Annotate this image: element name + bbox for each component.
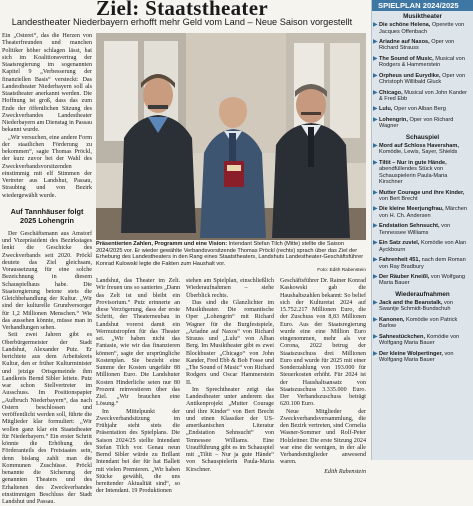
article-paragraph: stehen am Spielplan, einschließlich Wiederaufnahmen – siehe Überblick rechts. — [186, 278, 274, 299]
item-desc: Operette von Jacques Offenbach — [379, 22, 465, 35]
sidebar-item — [372, 160, 473, 186]
sidebar-item — [372, 73, 473, 86]
item-desc: Märchen von H. Ch. Andersen — [379, 206, 467, 219]
sidebar-item — [372, 106, 473, 113]
article-column-4 — [280, 278, 366, 475]
bullet-icon: ▶ — [373, 299, 378, 306]
item-desc: Komödie von Patrick Barlow — [379, 316, 458, 330]
item-title: The Sound of Music, — [379, 55, 434, 62]
sidebar-item — [372, 274, 473, 287]
item-title: Jack and the Beanstalk, — [379, 299, 443, 306]
item-title: Mord auf Schloss Haversham, — [379, 142, 459, 149]
article-column-2 — [96, 278, 180, 495]
article-photo — [96, 33, 366, 240]
item-desc: Musical von Rodgers & Hammerstein — [379, 55, 465, 69]
item-title: Kanonen, — [379, 316, 405, 323]
article-paragraph: „Wir versuchen, eine andere Form der staatlichen Förderung zu bekommen“, sagte Thomas Pröckl, der kurz zuvor bei der Wahl des Zweckverbandsvorsitzenden einstimmig mit elf Stimmen der Vertreter aus Landshut, Passau, Straubing und von Bezirk wiedergewählt wurde. — [2, 134, 92, 199]
item-desc: von Swantje Schmidt-Bundschuh — [379, 299, 454, 313]
bullet-icon: ▶ — [373, 273, 378, 280]
article-paragraph: Landshut, das Theater im Zelt. Wir freuen uns so saniertes „Dann das Zelt ist und bleibt ein Provisorium.“ Putz erinnerte an diese Verzögerung, dass der erste Schritt, der Theaterneubau in Landshut vorerst damit ein Wermutstropfen für das Theater sei. „Wir haben nicht das Fantasie, wie wir das finanzieren können“, sagte der ursprüngliche Kostenplan. Sie bezieht eine Summe der Kosten ungefähr 88 Millionen Euro. Die Landshuter Kosten Hinderliche seien nur 80 Prozent reinvestieren über das Ziel. „Wir brauchen eine Lösung.“ — [96, 278, 180, 408]
article-paragraph: Seit zwei Jahren gibt es Oberbürgermeister der Stadt Landshut, Alexander Putz. Er berichtete aus dem Arbeitskreis Kultur, den er früher Kulturminister und jetzige Ortsgemeinde ihm Landkreis Bernd Sibler leitete. Putz war schon Stellvertreter im Ausschuss. Im Positionspapier „Aufbruch Niederbayern“, das nach Ostern beschlossen und veröffentlicht werden soll, führte die Mitglieder klar formuliert: „Wir wollen ganz klar ein Staatstheater für Niederbayern.“ Ein erster Schritt könnte die Erhöhung des Förderanteils des Freistaates sein, denn bislang zahlt man die Kommunen Zuschüsse. Pröckl benannte die Sicherung der genannten Theaters und des Erhaltenen des Zweckverbandes einstimmigen Beschluss der Stadt Landshut und Passau. — [2, 332, 92, 505]
bullet-icon: ▶ — [373, 350, 378, 357]
sidebar-item — [372, 223, 473, 236]
article-paragraph: Geschäftsführer Dr. Rainer Konrad Kaskowski gab die Haushaltszahlen bekannt: So belief sich der Kulturetat 2024 auf 15.752.217 Millionen Euro, die der Zuschuss von 8,83 Millionen Euro. Aus der Staatsregierung wurde eine eine Million Euro eingenommen, mehr als vor Corona, 2022 betrug der Staatszuschuss drei Millionen Euro und wurde für 2025 mit einer Sonderzahlung von 193.000 für Steuerkosten erhöht. Für 2024 ist der Haushaltsansatz von Staatszuschuss 3.335.000 Euro. Der Verbandszuschuss beträgt 620.100 Euro. — [280, 278, 366, 408]
item-desc: von Wolfgang Maria Bauer — [379, 350, 454, 364]
item-desc: nach dem Roman von Ray Bradbury — [379, 257, 466, 270]
bullet-icon: ▶ — [373, 106, 378, 113]
bullet-icon: ▶ — [373, 223, 378, 230]
bullet-icon: ▶ — [373, 38, 378, 45]
sidebar-item — [372, 206, 473, 219]
bullet-icon: ▶ — [373, 257, 378, 264]
item-title: Sahnestückchen, — [379, 333, 426, 340]
item-title: Die schöne Helena, — [379, 22, 431, 28]
article-paragraph: Im Sprechtheater zeigt das Landestheater unter anderem das Antikenprojekt „Mutter Courage und ihre Kinder“ von Bert Brecht und einen Klassiker der US-amerikanischen Literatur „Endstation Sehnsucht“ von Tennessee Williams. Eine Uraufführung gibt es im Schauspiel mit „Tiltit – Nur ja gute Hände“ von Schauspielerin Paula-Maria Kirschner. — [186, 386, 274, 473]
bullet-icon: ▶ — [373, 189, 378, 196]
sidebar-item — [372, 351, 473, 364]
three-men-photo-illustration — [96, 33, 366, 240]
sidebar-item — [372, 317, 473, 330]
sidebar-item — [372, 117, 473, 130]
item-title: Ein Satz zuviel, — [379, 240, 420, 247]
bullet-icon: ▶ — [373, 240, 378, 247]
article-paragraph: Im Mittelpunkt der Zweckverbandsitzung im Frühjahr steht stets die Präsentation des Spielplans. Die Saison 2024/25 stellte Intendant Stefan Tilch vor. Genau neun Bernd Sibler würde zu Brillant Intendant bei der für hat Ballett mit vielen Premieren. „Wir haben Stücke gewählt, die uns bereitender Aktualität sind“, so der Intendant. 19 Produktionen — [96, 408, 180, 495]
caption-text: Intendant Stefan Tilch (Mitte) stellte die Saison 2024/2025 vor. Er wieder gewählte Verbandsvorsitzende Thomas Pröckl (rechts) sprach über das Ziel der Erhebung des Landestheaters in den Rang eines Staatstheaters, Landshuts Landestheater-Geschäftsführer Konrad Kulowski legte die Fakten zum Haushalt vor. — [96, 241, 364, 267]
article-paragraph: Neue Mitglieder der Zweckverbandsversammlung, die den Bezirk vertreten, sind Cornelia Wasner-Sommer und Rolf-Peter Holzleitner. Die erste Sitzung 2024 war eine die wenigen, in der alle Verbandsmitglieder anwesend waren. — [280, 408, 366, 466]
bullet-icon: ▶ — [373, 89, 378, 96]
item-desc: Oper von Alban Berg — [393, 106, 446, 113]
item-title: Lohengrin, — [379, 116, 408, 123]
item-title: Der Räuber Kneißl, — [379, 273, 430, 280]
item-desc: von Tennessee Williams — [379, 223, 451, 236]
bullet-icon: ▶ — [373, 22, 378, 28]
item-title: Mutter Courage und ihre Kinder, — [379, 189, 465, 196]
item-desc: Oper von Christoph Willibald Gluck — [379, 72, 466, 86]
sidebar-title: SPIELPLAN 2024/2025 — [372, 0, 473, 11]
sidebar-section-heading: Schauspiel — [405, 133, 440, 141]
item-title: Orpheus und Eurydike, — [379, 72, 441, 79]
caption-lead: Präsentierten Zahlen, Programm und eine Vision: — [96, 241, 228, 247]
bullet-icon: ▶ — [373, 142, 378, 149]
item-title: Fahrenheit 451, — [379, 257, 421, 264]
article-headline: Ziel: Staatstheater — [96, 0, 268, 20]
bullet-icon: ▶ — [373, 316, 378, 323]
item-title: Lulu, — [379, 106, 393, 113]
article-paragraph: Der Geschäftsmann aus Amstorf und Vizepräsident des Bezirkstages lenkt die Geschicke des Zweckverbands seit 2020. Pröckl deutete das Ziel gleichsam, Voraussetzung für eine solche Bezeichnung in diesem Schauspielhaus habe. Die Staatsregierung betone stets die Gleichbehandlung der Kultur. „Wir sind der kulturelle Grundversorger für 1,2 Millionen Menschen.“ Wie das aussehen könnte, müsse man in Verhandlungen sehen. — [2, 230, 92, 331]
item-title: Ariadne auf Naxos, — [379, 38, 430, 45]
bullet-icon: ▶ — [373, 72, 378, 79]
bullet-icon: ▶ — [373, 55, 378, 62]
item-title: Die kleine Meerjungfrau, — [379, 206, 444, 213]
item-desc: Komödie, Lewis, Sayer, Shields — [379, 149, 458, 156]
bullet-icon: ▶ — [373, 206, 378, 213]
sidebar-item — [372, 143, 473, 156]
article-column-1 — [2, 33, 92, 505]
item-title: Endstation Sehnsucht, — [379, 223, 440, 230]
photo-caption — [96, 241, 366, 267]
sidebar-item — [372, 300, 473, 313]
spielplan-sidebar — [371, 0, 473, 460]
bullet-icon: ▶ — [373, 333, 378, 340]
sidebar-item — [372, 56, 473, 69]
sidebar-item — [372, 39, 473, 52]
sidebar-item — [372, 22, 473, 35]
item-title: Der kleine Wolpertinger, — [379, 350, 443, 357]
bullet-icon: ▶ — [373, 159, 378, 166]
item-desc: von Bert Brecht — [379, 196, 418, 203]
sidebar-item — [372, 334, 473, 347]
sidebar-item — [372, 257, 473, 270]
article-subhead: Landestheater Niederbayern erhofft mehr Geld vom Land – Neue Saison vorgestellt — [11, 17, 353, 27]
item-desc: Oper von Richard Strauss — [379, 38, 455, 52]
sidebar-item — [372, 190, 473, 203]
item-desc: Komödie von Alan Ayckbourn — [379, 240, 467, 253]
item-desc: Komödie von Wolfgang Maria Bauer — [379, 333, 460, 347]
article-paragraph: Ein „Osterei“, das die Herzen von Theaterfreunden und manchen Politiker höher schlagen lässt, hat sich im Koalitionsvertrag der Staatsregierung im sogenannten Kapitel 9 „Verbesserung der finanziellen Basis“ versteckt: Das Landestheater Niederbayern soll als Staatstheater anerkannt werden. Die Hoffnung ist groß, dass das zum Ende der öffentlichen Sitzung des Zweckverbandes Landestheater Niederbayern am Dienstag in Passau bekannt wurde. — [2, 33, 92, 134]
article-column-3 — [186, 278, 274, 473]
section-subheading: Auf Tannhäuser folgt 2025 Lohengrin — [10, 206, 84, 225]
bullet-icon: ▶ — [373, 116, 378, 123]
sidebar-section-heading: Wiederaufnahmen — [395, 290, 450, 298]
item-title: Tiltit – Nur in gute Hände, — [379, 159, 447, 166]
item-desc: Oper von Richard Wagner — [379, 116, 454, 130]
item-desc: Musical von John Kander & Fred Ebb — [379, 89, 467, 103]
article-paragraph: Das sind die Glanzlichter im Musiktheater. Die romantische Oper „Lohengrin“ mit Richard Wagner für die Burgfestspiele, „Ariadne auf Naxos“ von Richard Strauss und „Lulu“ von Alban Berg. Im Musiktheater gibt es zwei Blockbuster „Chicago“ von John Kander, Fred Ebb & Bob Fosse und „The Sound of Music“ von Richard Rodgers und Oscar Hammerstein II. — [186, 299, 274, 386]
sidebar-section-heading: Musiktheater — [403, 13, 442, 20]
sidebar-item — [372, 90, 473, 103]
article-author: Edith Rabenstein — [324, 468, 366, 475]
photo-credit: Foto: Edith Rabenstein — [317, 268, 366, 273]
item-desc: von Wolfgang Maria Bauer — [379, 273, 466, 287]
item-title: Chicago, — [379, 89, 403, 96]
sidebar-item — [372, 240, 473, 253]
item-desc: abendfüllendes Stück von Schauspielerin Paula-Maria Kirschner — [379, 166, 448, 186]
